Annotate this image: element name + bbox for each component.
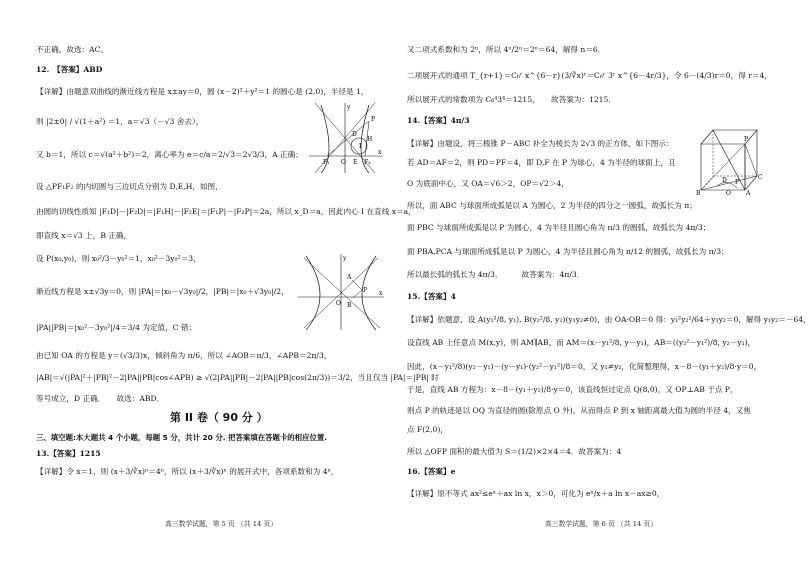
fig-label: y: [343, 255, 347, 262]
fig-label: F₂: [364, 159, 371, 166]
section-title: 第 II 卷（ 90 分 ）: [170, 411, 268, 424]
answer-heading: 13.【答案】1215: [36, 449, 101, 458]
text-line: 设直线 AB 上任意点 M(x,y)，则 AM∥AB，而 AM＝(x－y₁²/8, y－y₁)，AB＝((y₂²－y₁²)/8, y₂－y₁)，: [407, 338, 756, 347]
page-footer: 高三数学试题，第 5 页 （共 14 页）: [165, 520, 278, 528]
fig-label: A: [746, 190, 751, 197]
fig-label: F₁: [323, 159, 330, 166]
fig-label: A: [347, 274, 352, 281]
text-line: 面 PBC 与球面所成弧是以 P 为圆心，4 为半径且圆心角为 π/3 的圆弧，故弧长为 4π/3；: [407, 223, 711, 232]
cube-figure: [695, 124, 765, 196]
fig-label: D: [352, 131, 357, 138]
page-footer: 高三数学试题，第 6 页 （共 14 页）: [545, 520, 658, 528]
fig-label: B: [347, 302, 352, 309]
text-line: 面 PBA,PCA 与球面所成弧是以 P 为圆心，4 为半径且圆心角为 π/12 的圆弧，故弧长为 π/3；: [407, 247, 729, 256]
text-line: 所以 △OFP 面积的最大值为 S＝(1/2)×2×4＝4．故答案为：4: [407, 447, 622, 456]
hyperbola-asymptote-figure: [296, 252, 386, 332]
fig-label: D: [722, 177, 727, 184]
text-line: 即直线 x＝√3 上，B 正确，: [36, 231, 132, 240]
text-line: 则点 P 的轨迹是以 OQ 为直径的圆(除原点 O 外)，从而得点 P 到 x 轴距离最大值为圆的半径 4，又焦: [407, 406, 751, 415]
text-line: 渐近线方程是 x±√3y＝0，则 |PA|＝|x₀－√3y₀|/2，|PB|＝|x₀＋√3y₀|/2，: [36, 287, 289, 296]
text-line: 【详解】由题设，将三棱锥 P－ABC 补全为棱长为 2√3 的正方体，如下图示：: [407, 139, 674, 148]
fig-label: x: [378, 149, 382, 156]
fig-label: O: [336, 300, 341, 307]
text-line: 【详解】原不等式 ax²≤eˣ＋ax ln x，x＞0，可化为 eˣ/x＋a ln x－ax≥0，: [407, 489, 665, 498]
text-line: 点 F(2,0)，: [407, 425, 448, 434]
text-line: 设 △PF₁F₂ 的内切圆与三边切点分别为 D,E,H，如图，: [36, 182, 223, 191]
text-line: 又二项式系数和为 2ⁿ，所以 4ⁿ/2ⁿ＝2ⁿ＝64，解得 n＝6．: [407, 45, 606, 54]
text-line: 【详解】由题意双曲线的渐近线方程是 x±ay＝0，圆 (x－2)²＋y²＝1 的圆心是 (2,0)，半径是 1，: [36, 87, 369, 96]
text-line: 所以展开式的常数项为 C₆⁴3⁴＝1215， 故答案为：1215．: [407, 95, 616, 104]
fig-label: F: [735, 179, 740, 186]
text-line: 则 |2±0| / √(1＋a²) ＝1，a＝√3（－√3 舍去），: [36, 117, 204, 126]
text-line: 设 P(x₀,y₀)，则 x₀²/3－y₀²＝1，x₀²－3y₀²＝3，: [36, 254, 201, 263]
fig-label: P: [363, 287, 368, 294]
fig-label: E: [353, 159, 358, 166]
answer-heading: 16.【答案】e: [407, 467, 456, 476]
text-line: |AB|＝√(|PA|²＋|PB|²－2|PA||PB|cos∠APB) ≥ √(2|PA||PB|－2|PA||PB|cos(2π/3))＝3/2，当且仅当 |PA|＝|PB| 时: [36, 373, 439, 382]
answer-heading: 14.【答案】4π/3: [407, 116, 470, 125]
text-line: 【详解】令 x＝1，则 (x＋3/∛x)ⁿ＝4ⁿ，所以 (x＋3/∛x)ⁿ 的展开式中，各项系数和为 4ⁿ，: [36, 467, 339, 476]
text-line: 所以，面 ABC 与球面所成弧是以 A 为圆心，2 为半径的四分之一圆弧，故弧长为 π；: [407, 201, 697, 210]
text-line: O 为底面中心，又 OA＝√6＞2，OP＝√2＞4，: [407, 179, 569, 188]
text-line: 若 AD＝AF＝2，则 PD＝PF＝4，即 D,F 在 P 为球心，4 为半径的球面上，且: [407, 158, 676, 167]
text-line: 不正确，故选：AC。: [36, 45, 109, 54]
text-line: 由圆的切线性质知 |F₁D|－|F₂D|＝|F₁H|－|F₂E|＝|F₁P|－|F₂P|＝2a，所以 x_D＝a，因此内心 I 在直线 x＝a，: [36, 207, 416, 216]
fig-label: O: [726, 190, 731, 197]
fig-label: H: [367, 136, 373, 143]
text-line: 【详解】依题意，设 A(y₁²/8, y₁), B(y₂²/8, y₂)(y₁y₂≠0)，由 OA·OB＝0 得：y₁²y₂²/64＋y₁y₂＝0，解得 y₁y₂＝－64，: [407, 315, 811, 324]
text-line: 所以最长弧的弧长为 4π/3． 故答案为：4π/3．: [407, 270, 585, 279]
answer-heading: 15.【答案】4: [407, 292, 456, 301]
text-line: 等号成立，D 正确． 故选：ABD．: [36, 394, 165, 403]
fig-label: I: [359, 143, 362, 150]
fig-label: x: [379, 290, 383, 297]
text-line: |PA||PB|＝|x₀²－3y₀²|/4＝3/4 为定值，C 错；: [36, 323, 197, 332]
right-page: [397, 0, 811, 561]
text-line: 由已知 OA 的方程是 y＝(√3/3)x，倾斜角为 π/6，所以 ∠AOB＝π/3，∠APB＝2π/3，: [36, 351, 332, 360]
answer-heading: 12. 【答案】ABD: [36, 65, 103, 74]
section-instruction: 三、填空题:本大题共 4 个小题，每题 5 分，共计 20 分. 把答案填在答题卡的相应位置.: [36, 433, 328, 442]
fig-label: B: [696, 190, 701, 197]
text-line: 又 b＝1，所以 c＝√(a²＋b²)＝2，离心率为 e＝c/a＝2/√3＝2√3/3，A 正确；: [36, 150, 303, 159]
text-line: 二项展开式的通项 T_{r+1}＝C₆ʳ x^{6－r}(3/∛x)ʳ＝C₆ʳ 3ʳ x^{6－4r/3}，令 6－(4/3)r＝0，得 r＝4，: [407, 71, 772, 80]
fig-label: y: [347, 104, 351, 111]
text-line: 于是，直线 AB 方程为：x－8－(y₁＋y₂)/8·y＝0，该直线恒过定点 Q(8,0)，又 OP⊥AB 于点 P，: [407, 385, 738, 394]
fig-label: P: [371, 116, 376, 123]
hyperbola-incircle-figure: [307, 101, 385, 175]
text-line: 因此，(x－y₁²/8)(y₂－y₁)－(y－y₁)·(y₂²－y₁²)/8＝0，又 y₁≠y₂，化简整理得，x－8－(y₁＋y₂)/8·y＝0，: [407, 362, 762, 371]
fig-label: P: [744, 136, 749, 143]
fig-label: O: [341, 159, 346, 166]
fig-label: C: [758, 174, 763, 181]
